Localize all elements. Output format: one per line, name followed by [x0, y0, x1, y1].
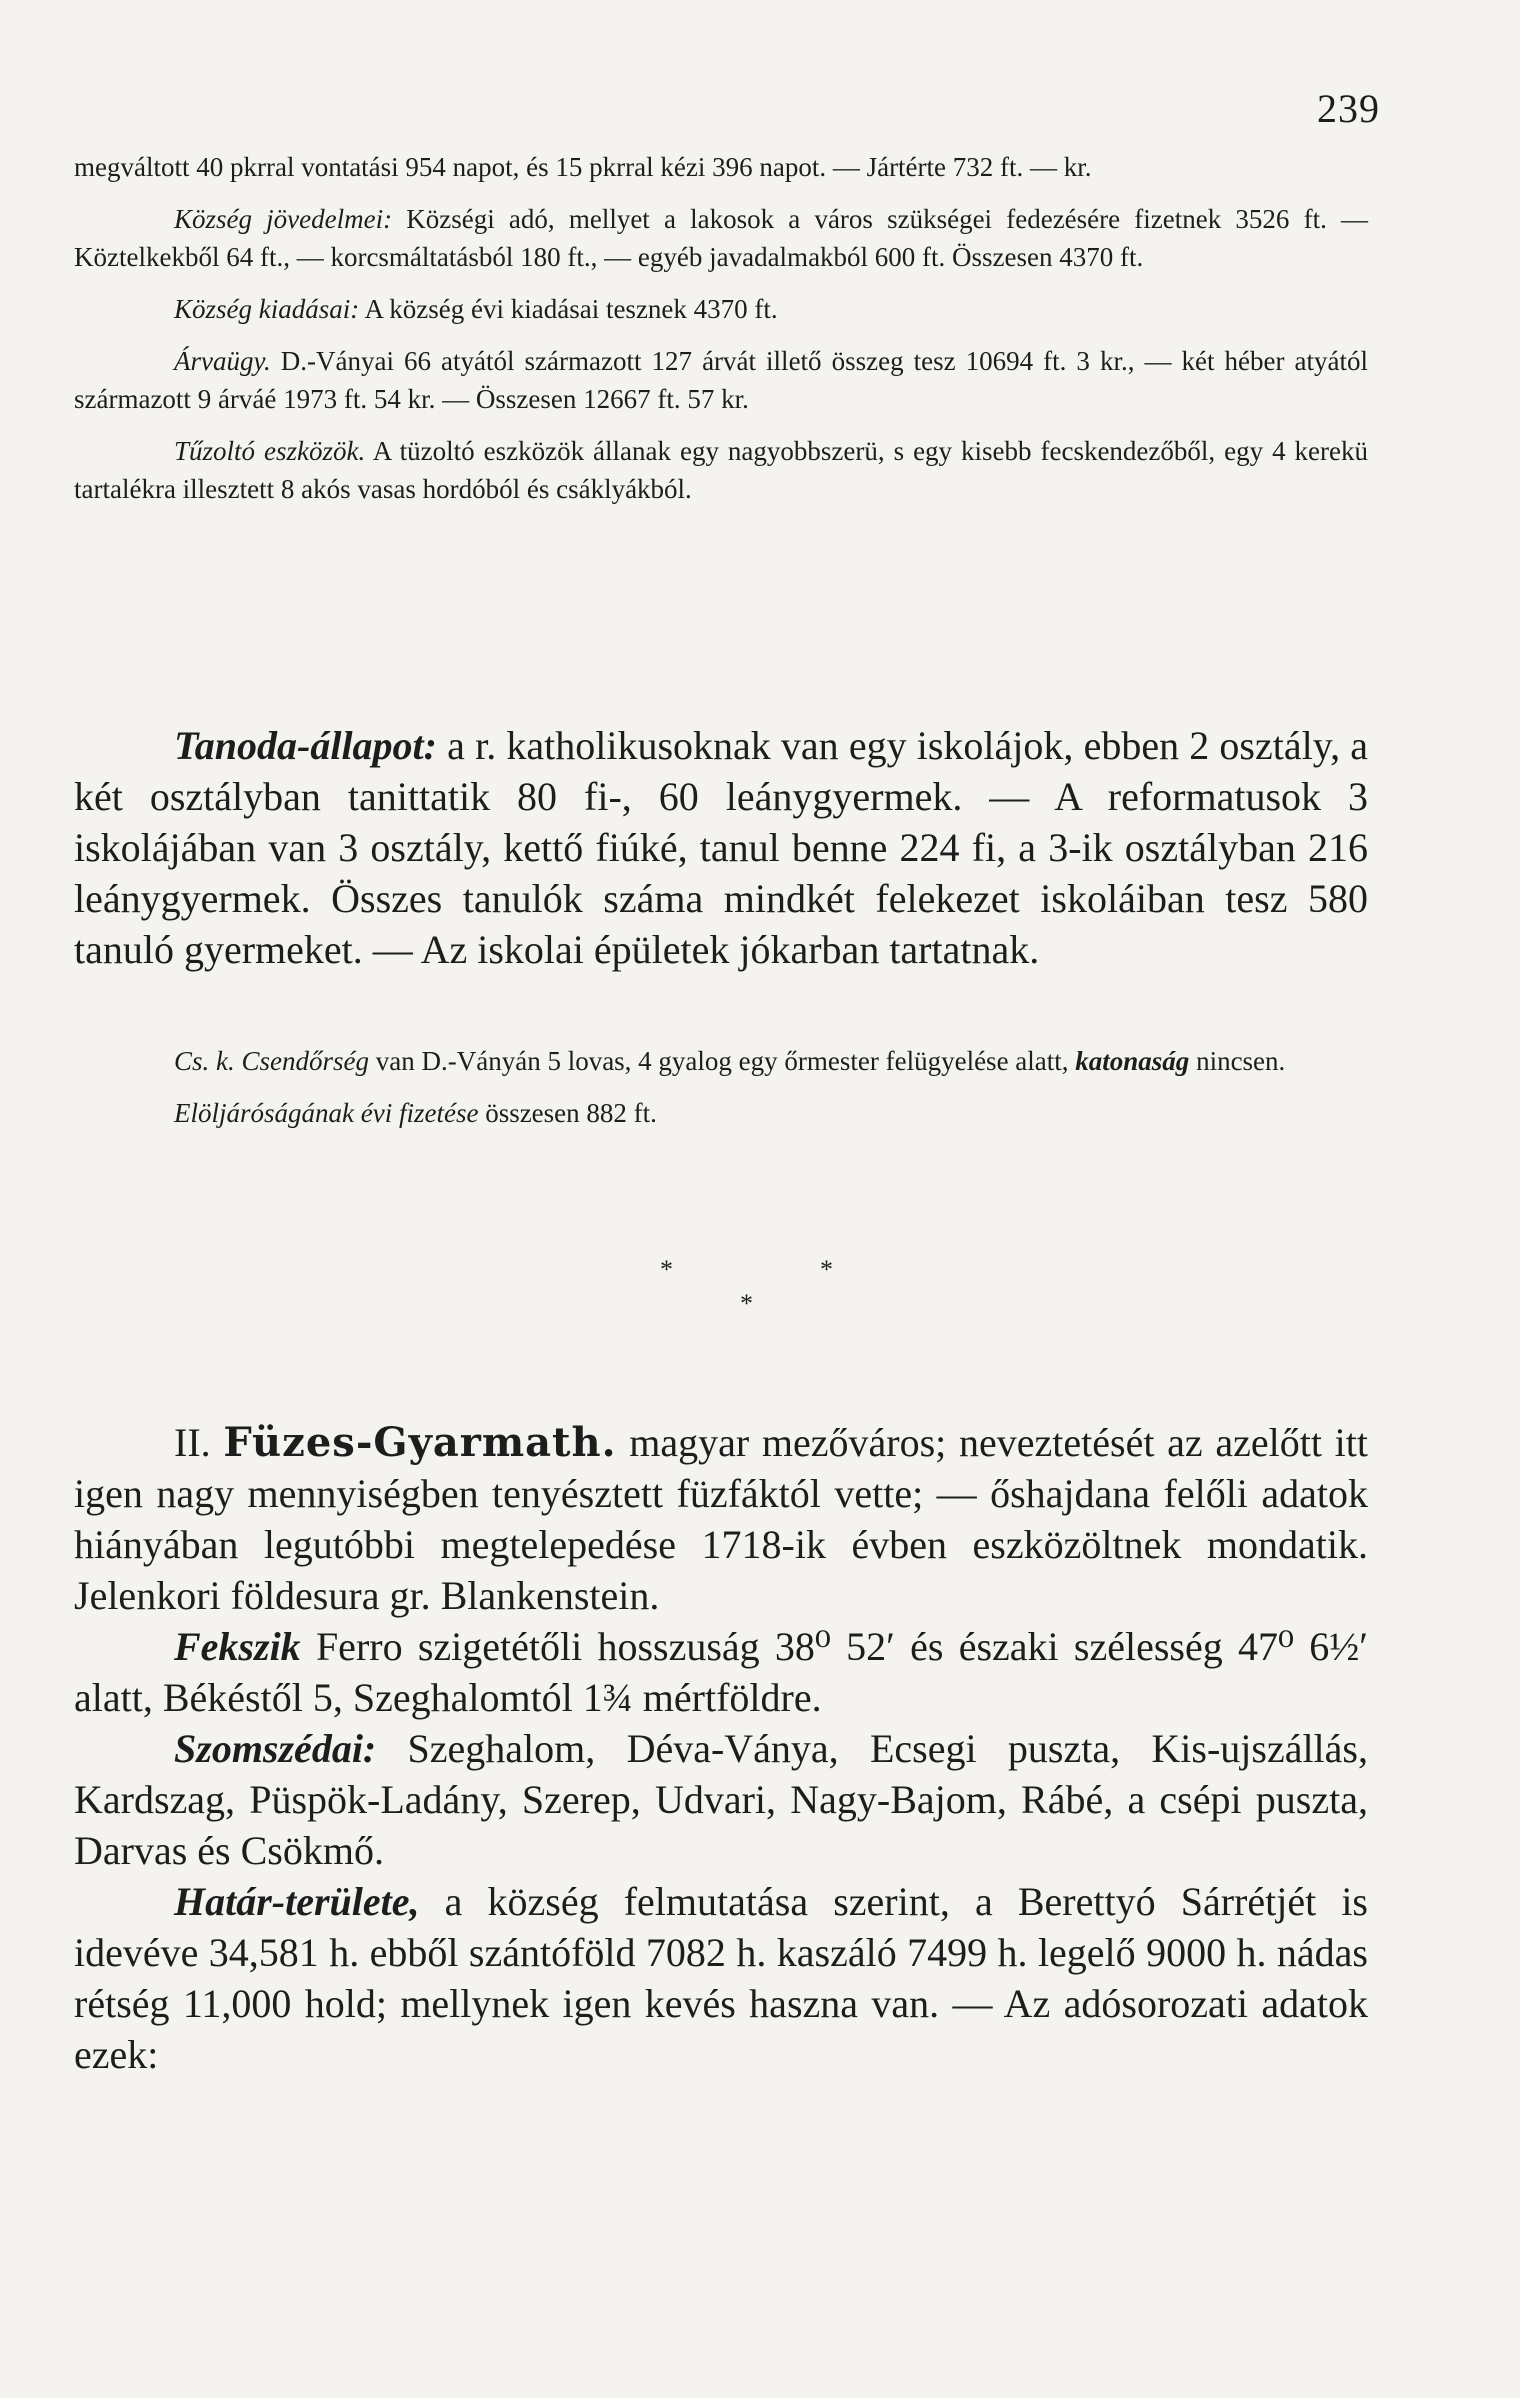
paragraph-text: összesen 882 ft.: [485, 1098, 657, 1128]
label-area: Határ-területe,: [174, 1879, 420, 1924]
separator-star: *: [740, 1289, 753, 1318]
label-gendarmerie: Cs. k. Csendőrség: [174, 1046, 369, 1076]
paragraph-town-intro: [74, 1417, 1368, 1621]
label-neighbours: Szomszédai:: [174, 1726, 377, 1771]
paragraph-area: [74, 1876, 1368, 2080]
paragraph-text: A tüzoltó eszközök állanak egy nagyobbszerü, s egy kisebb fecskendezőből, egy 4 kerekü tartalékra illesztett 8 akós vasas hordóból és csáklyákból.: [74, 436, 1368, 504]
paragraph-text: a község felmutatása szerint, a Berettyó Sárrétjét is idevéve 34,581 h. ebből szántóföld 7082 h. kaszáló 7499 h. legelő 9000 h. nádas rétség 11,000 hold; mellynek igen kevés haszna van. — Az adósorozati adatok ezek:: [74, 1879, 1368, 2077]
paragraph-text: Községi adó, mellyet a lakosok a város szükségei fedezésére fizetnek 3526 ft. — Köztelkekből 64 ft., — korcsmáltatásból 180 ft., — egyéb javadalmakból 600 ft. Összesen 4370 ft.: [74, 204, 1368, 272]
paragraph-text: A község évi kiadásai tesznek 4370 ft.: [364, 294, 778, 324]
separator-star: *: [660, 1255, 673, 1284]
finance-section: [74, 148, 1368, 508]
paragraph-income: [74, 200, 1368, 276]
label-expenses: Község kiadásai:: [174, 294, 360, 324]
label-fire-equipment: Tűzoltó eszközök.: [174, 436, 366, 466]
paragraph-text: Szeghalom, Déva-Ványa, Ecsegi puszta, Kis-ujszállás, Kardszag, Püspök-Ladány, Szerep, Udvari, Nagy-Bajom, Rábé, a csépi puszta, Darvas és Csökmő.: [74, 1726, 1368, 1873]
paragraph-location: [74, 1621, 1368, 1723]
paragraph-text: Ferro szigetétőli hosszuság 38⁰ 52′ és északi szélesség 47⁰ 6½′ alatt, Békéstől 5, Szeghalomtól 1¾ mértföldre.: [74, 1624, 1369, 1720]
school-section: [74, 720, 1368, 975]
paragraph-labor: [74, 148, 1368, 186]
paragraph-text: a r. katholikusoknak van egy iskolájok, ebben 2 osztály, a két osztályban tanittatik 80 fi-, 60 leánygyermek. — A reformatusok 3 iskolájában van 3 osztály, kettő fiúké, tanul benne 224 fi, a 3-ik osztályban 216 leánygyermek. Összes tanulók száma mindkét felekezet iskoláiban tesz 580 tanuló gyermeket. — Az iskolai épületek jókarban tartatnak.: [74, 723, 1369, 972]
section-title: Füzes-Gyarmath.: [223, 1419, 617, 1466]
label-salary: Elöljáróságának évi fizetése: [174, 1098, 479, 1128]
page-number: 239: [1317, 86, 1380, 131]
paragraph-fire-equipment: [74, 432, 1368, 508]
section-number: II.: [174, 1420, 211, 1465]
gendarmerie-section: [74, 1042, 1368, 1132]
label-income: Község jövedelmei:: [174, 204, 393, 234]
section-separator: [0, 1255, 1520, 1335]
label-military: katonaság: [1075, 1046, 1190, 1076]
paragraph-salary: [74, 1094, 1368, 1132]
paragraph-text: nincsen.: [1196, 1046, 1286, 1076]
paragraph-text: van D.-Ványán 5 lovas, 4 gyalog egy őrmester felügyelése alatt,: [375, 1046, 1069, 1076]
separator-star: *: [820, 1255, 833, 1284]
label-schools: Tanoda-állapot:: [174, 723, 437, 768]
paragraph-orphans: [74, 342, 1368, 418]
paragraph-neighbours: [74, 1723, 1368, 1876]
paragraph-expenses: [74, 290, 1368, 328]
label-orphans: Árvaügy.: [174, 346, 271, 376]
paragraph-schools: [74, 720, 1368, 975]
paragraph-text: megváltott 40 pkrral vontatási 954 napot, és 15 pkrral kézi 396 napot. — Jártérte 732 ft. — kr.: [74, 152, 1092, 182]
paragraph-text: D.-Ványai 66 atyától származott 127 árvát illető összeg tesz 10694 ft. 3 kr., — két héber atyától származott 9 árváé 1973 ft. 54 kr. — Összesen 12667 ft. 57 kr.: [74, 346, 1368, 414]
paragraph-gendarmerie: [74, 1042, 1368, 1080]
town-section: [74, 1417, 1368, 2080]
label-location: Fekszik: [174, 1624, 301, 1669]
paragraph-text: magyar mezőváros; neveztetését az azelőtt itt igen nagy mennyiségben tenyésztett füzfáktól vette; — őshajdana felőli adatok hiányában legutóbbi megtelepedése 1718-ik évben eszközöltnek mondatik. Jelenkori földesura gr. Blankenstein.: [74, 1420, 1369, 1618]
